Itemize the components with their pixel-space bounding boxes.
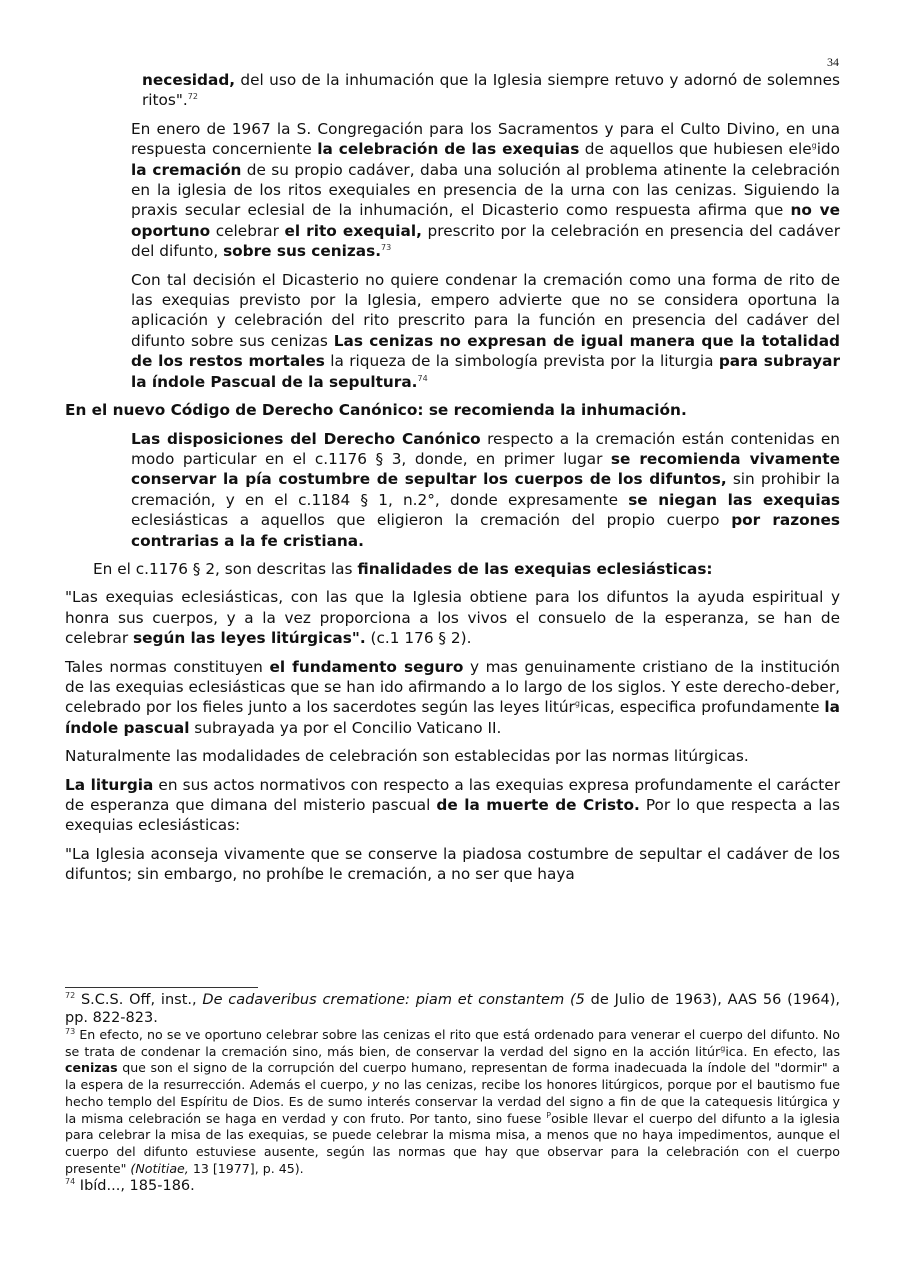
text-run: celebrar [210,221,285,240]
text-run: En efecto, no se ve oportuno celebrar sobre las cenizas el rito que está ordenado para venerar el cuerpo del difunto. No se trata de condenar la cremación sino, más bien, de conservar la verdad del signo en la acción litúr [65,1027,840,1059]
paragraph [65,657,840,739]
text-run: eclesiásticas a aquellos que eligieron la cremación del propio cuerpo [131,511,732,530]
bold-text: se recomienda vivamente conservar la pía costumbre de sepultar los cuerpos de los difuntos, [131,449,840,489]
text-run: y mas genuinamente cristiano de la institución de las exequias eclesiásticas que se han ido afirmando a lo largo de los siglos. Y este derecho-deber, celebrado por los fieles junto a los sacerdotes según las leyes litúr [65,657,841,717]
text-run: subrayada ya por el Concilio Vaticano II. [189,718,502,737]
footnote-ref: 74 [65,1177,76,1187]
bold-text: la índole pascual [65,698,840,737]
text-run: Con tal decisión el Dicasterio no quiere condenar la cremación como una forma de rito de las exequias previsto por la Iglesia, empero advierte que no se considera oportuna la aplicación y celebración del rito prescrito para la función en presencia del cadáver del difunto sobre sus cenizas [131,270,840,350]
text-run: Naturalmente las modalidades de celebración son establecidas por las normas litúrgicas. [65,747,749,766]
bold-text: de la muerte de Cristo. [436,796,640,814]
footnote-ref: 74 [417,373,428,383]
footnotes [65,991,840,1195]
paragraph [65,559,840,579]
bold-text: la cremación [131,160,242,179]
paragraph [65,775,840,836]
bold-text: En el nuevo Código de Derecho Canónico: se recomienda la inhumación. [65,401,687,420]
text-run: de su propio cadáver, daba una solución al problema atinente la celebración en la iglesia de los ritos exequiales en presencia de la urna con las cenizas. Siguiendo la praxis secular eclesial de la inhumación, el Dicasterio como respuesta afirma que [131,160,840,220]
text-run: "Las exequias eclesiásticas, con las que la Iglesia obtiene para los difuntos la ayuda espiritual y honra sus cuerpos, y a la vez proporciona a los vivos el consuelo de la esperanza, se han de celebrar [65,588,840,648]
paragraph [131,270,840,392]
paragraph [131,119,840,262]
paragraph [65,587,840,648]
footnote-ref: g [574,699,580,709]
bold-text: según las leyes litúrgicas". [133,629,366,648]
text-run: (c.1 176 § 2). [365,629,472,648]
paragraph [131,429,840,551]
text-run: Por lo que respecta a las exequias eclesiásticas: [65,796,840,835]
footnote [65,1027,840,1177]
text-run: "La Iglesia aconseja vivamente que se conserve la piadosa costumbre de sepultar el cadáver de los difuntos; sin embargo, no prohíbe le cremación, a no ser que haya [65,844,840,884]
text-run: osible llevar el cuerpo del difunto a la iglesia para celebrar la misa de las exequias, se puede celebrar la misma misa, a menos que no haya impedimentos, aunque el cuerpo del difunto estuviese ausente, según las normas que hay que observar para la celebración con el cuerpo presente" [65,1110,840,1176]
text-run: que son el signo de la corrupción del cuerpo humano, representan de forma inadecuada la índole del "dormir" a la espera de la resurrección. Además el cuerpo, [65,1060,840,1093]
bold-text: Las disposiciones del Derecho Canónico [131,429,481,448]
body-text [65,70,840,893]
bold-text: no ve oportuno [131,201,840,240]
paragraph [65,746,840,766]
text-run: 13 [1977], p. 45). [188,1160,304,1176]
bold-text: cenizas [65,1060,118,1076]
paragraph [65,844,840,885]
text-run: (Notitiae, [130,1160,189,1176]
paragraph [65,400,840,420]
text-run: ica. En efecto, las [725,1043,841,1059]
footnote-ref: 72 [65,991,76,1001]
text-run: del uso de la inhumación que la Iglesia siempre retuvo y adornó de solemnes ritos". [142,71,840,110]
bold-text: el fundamento seguro [269,657,464,676]
text-run: Ibíd..., 185-186. [75,1178,195,1195]
bold-text: la celebración de las exequias [317,140,580,159]
text-run: respecto a la cremación están contenidas en modo particular en el c.1176 § 3, donde, en primer lugar [131,429,840,468]
text-run: S.C.S. Off, inst., [75,992,203,1008]
footnote-ref: g [811,141,817,151]
footnote-ref: 73 [381,243,392,253]
bold-text: Las cenizas no expresan de igual manera que la totalidad de los restos mortales [131,331,841,371]
bold-text: finalidades de las exequias eclesiásticas: [357,559,713,578]
text-run: ido [816,140,841,159]
text-run: y [372,1077,380,1093]
bold-text: para subrayar la índole Pascual de la sepultura. [131,352,840,391]
bold-text: por razones contrarias a la fe cristiana. [131,511,840,550]
text-run: icas, especifica profundamente [579,698,825,717]
bold-text: se niegan las exequias [628,490,840,509]
text-run: en sus actos normativos con respecto a las exequias expresa profundamente el carácter de esperanza que dimana del misterio pascual [65,775,840,814]
footnote [65,1177,840,1195]
text-run: no las cenizas, recibe los honores litúrgicos, porque por el bautismo fue hecho templo del Espíritu de Dios. Es de sumo interés conservar la verdad del signo a fin de que la catequesis litúrgica y la misma celebración se haga en verdad y con fruto. Por tanto, sino fuese [65,1077,840,1126]
text-run: de Julio de 1963), AAS 56 (1964), pp. 822-823. [65,992,840,1026]
footnote-ref: P [546,1110,552,1120]
text-run: sin prohibir la cremación, y en el c.1184 § 1, n.2°, donde expresamente [131,470,840,509]
text-run: de aquellos que hubiesen ele [579,140,812,159]
footnote-separator [65,987,258,988]
text-run: En enero de 1967 la S. Congregación para los Sacramentos y para el Culto Divino, en una respuesta concerniente [131,119,840,159]
text-run: De cadaveribus crematione: piam et constantem (5 [202,992,585,1008]
text-run: En el c.1176 § 2, son descritas las [93,559,358,578]
page-number: 34 [827,55,839,69]
footnote [65,991,840,1027]
text-run: la riqueza de la simbología prevista por la liturgia [324,352,719,371]
text-run: Tales normas constituyen [65,657,270,676]
text-run: prescrito por la celebración en presencia del cadáver del difunto, [131,221,840,261]
footnote-ref: 72 [187,92,198,102]
bold-text: La liturgia [65,775,154,794]
bold-text: el rito exequial, [284,221,422,240]
bold-text: sobre sus cenizas. [223,242,382,261]
paragraph [142,70,840,111]
footnote-ref: g [720,1043,726,1053]
footnote-ref: 73 [65,1026,76,1036]
bold-text: necesidad, [142,71,236,89]
